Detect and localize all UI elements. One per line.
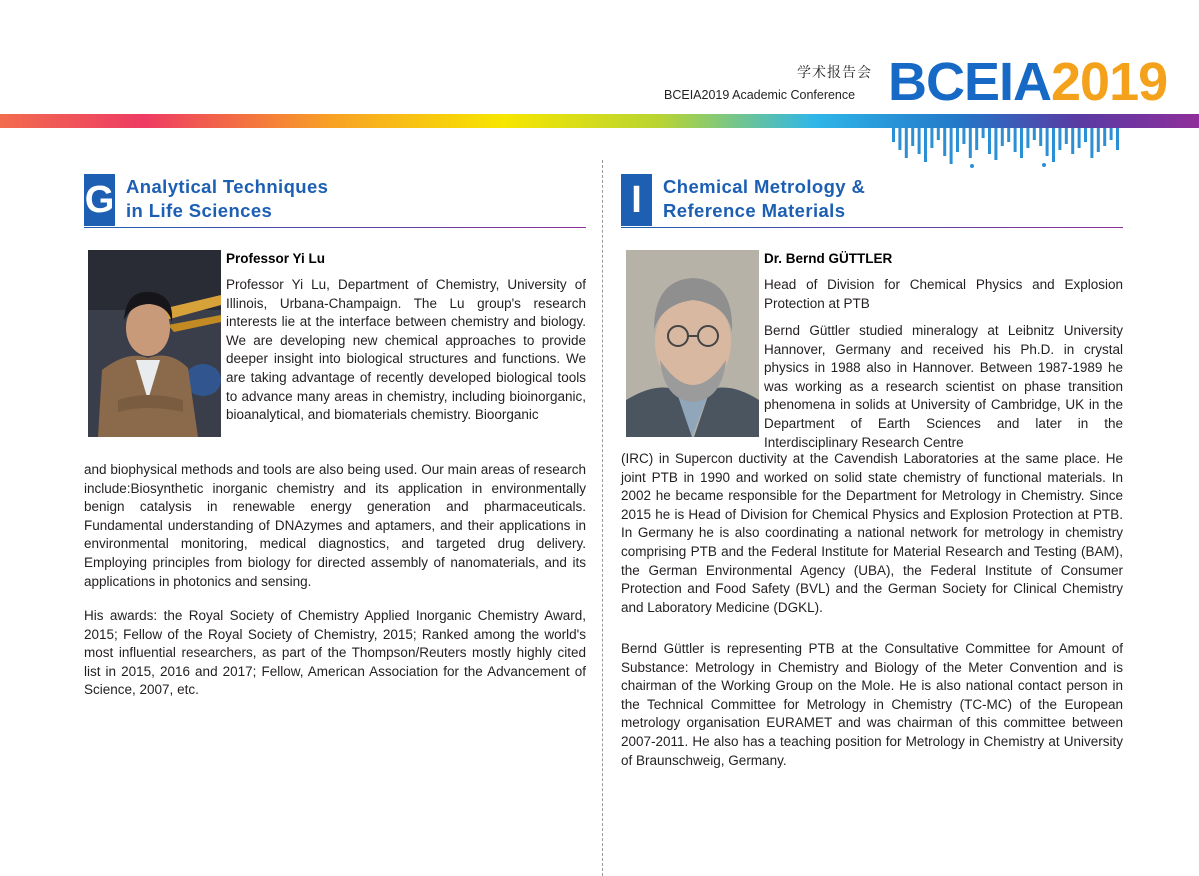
column-divider xyxy=(602,160,603,876)
rainbow-stripe xyxy=(0,114,1199,128)
wave-bar xyxy=(898,128,901,150)
wave-bar xyxy=(1097,128,1100,152)
wave-bar xyxy=(1116,128,1119,150)
speaker-role: Head of Division for Chemical Physics and Explosion Protection at PTB xyxy=(764,277,1123,311)
wave-bar xyxy=(994,128,997,160)
wave-bar xyxy=(962,128,965,144)
wave-bar xyxy=(1078,128,1081,148)
bceia-logo xyxy=(888,50,1167,114)
wave-bar xyxy=(1090,128,1093,158)
wave-bar xyxy=(1033,128,1036,140)
portrait-bernd-guettler xyxy=(626,250,759,437)
header-title-english: BCEIA2019 Academic Conference xyxy=(664,88,856,102)
section-letter-badge: I xyxy=(621,174,652,226)
wave-bar xyxy=(1052,128,1055,162)
section-underline xyxy=(621,227,1123,228)
wave-bar xyxy=(924,128,927,162)
wave-bar xyxy=(918,128,921,154)
portrait-yi-lu xyxy=(88,250,221,437)
section-header-metrology xyxy=(621,174,1123,228)
wave-bar xyxy=(937,128,940,140)
section-title-line1: Analytical Techniques xyxy=(126,176,329,197)
section-title xyxy=(663,175,865,223)
awards-paragraph: His awards: the Royal Society of Chemistry Applied Inorganic Chemistry Award, 2015; Fellow of the Royal Society of Chemistry, 2015; Ranked among the world's most influential researchers, as part of the Thompson/Reuters mostly highly cited list in 2015, 2016 and 2017; Fellow, American Association for the Advancement of Science, 2007, etc. xyxy=(84,608,586,698)
wave-bar xyxy=(905,128,908,158)
wave-bar xyxy=(1020,128,1023,158)
sound-wave-decoration xyxy=(890,128,1130,170)
speaker-name: Dr. Bernd GÜTTLER xyxy=(764,251,893,266)
bio-paragraph-wrap: Professor Yi Lu, Department of Chemistry, University of Illinois, Urbana-Champaign. The Lu group's research interests lie at the interface between chemistry and biology. We are developing new chemical approaches to provide deeper insight into biological structures and functions. We are taking advantage of recently developed biological tools to advance many areas in chemistry, including bioinorganic, bioanalytical, and biomaterials chemistry. Bioorganic xyxy=(226,277,586,423)
wave-bar xyxy=(1001,128,1004,146)
section-title-line2: Reference Materials xyxy=(663,200,846,221)
section-underline xyxy=(84,227,586,228)
wave-bar xyxy=(1014,128,1017,152)
wave-bar xyxy=(1046,128,1049,156)
bio-paragraph: and biophysical methods and tools are also being used. Our main areas of research include:Biosynthetic inorganic chemistry and its application in environmentally benign catalysis in renewable energy generation and pharmaceuticals. Fundamental understanding of DNAzymes and aptamers, and their applications in environmental monitoring, medical diagnostics, and targeted drug delivery. Employing principles from biology for directed assembly of nanomaterials, and its applications in photonics and sensing. xyxy=(84,462,586,589)
header-title-chinese: 学术报告会 xyxy=(797,64,872,80)
wave-bar xyxy=(950,128,953,164)
section-title xyxy=(126,175,328,223)
wave-bar xyxy=(1110,128,1113,140)
wave-bar xyxy=(1084,128,1087,142)
wave-bar xyxy=(911,128,914,146)
representation-paragraph: Bernd Güttler is representing PTB at the Consultative Committee for Amount of Substance: Metrology in Chemistry and Biology of the Meter Convention and is chairman of the Working Group on the Mole. He is also national contact person in the Technical Committee for Metrology in Chemistry (TC-MC) of the European metrology organisation EURAMET and was chairman of this committee between 2007-2011. He also has a teaching position for Metrology in Chemistry at University of Braunschweig, Germany. xyxy=(621,641,1123,768)
wave-bar xyxy=(1039,128,1042,146)
wave-bar xyxy=(956,128,959,152)
wave-bar xyxy=(975,128,978,150)
section-title-line1: Chemical Metrology & xyxy=(663,176,866,197)
wave-bar xyxy=(982,128,985,138)
wave-bar xyxy=(930,128,933,148)
wave-bar xyxy=(1007,128,1010,142)
wave-bar xyxy=(988,128,991,154)
bio-paragraph: (IRC) in Supercon ductivity at the Cavendish Laboratories at the same place. He joint PTB in 1990 and worked on solid state chemistry of functional materials. In 2002 he became responsible for the Department for Metrology in Chemistry. Since 2015 he is Head of Division for Chemical Physics and Explosion Protection at PTB. In Germany he is also coordinating a national network for metrology in chemistry comprising PTB and the Federal Institute for Material Research and Testing (BAM), the German Environmental Agency (UBA), the Federal Institute of Consumer Protection and Food Safety (BVL) and the German Society for Clinical Chemistry and Laboratory Medicine (DGKL). xyxy=(621,451,1123,615)
speaker-name: Professor Yi Lu xyxy=(226,251,326,266)
logo-year-text: 2019 xyxy=(1051,52,1168,112)
wave-bar xyxy=(892,128,895,142)
wave-bar xyxy=(969,128,972,158)
wave-bar xyxy=(1071,128,1074,154)
section-title-line2: in Life Sciences xyxy=(126,200,273,221)
wave-bar xyxy=(1026,128,1029,148)
logo-main-text: BCEIA xyxy=(888,52,1052,112)
wave-bar xyxy=(1103,128,1106,146)
wave-bar xyxy=(1058,128,1061,150)
wave-bar xyxy=(943,128,946,156)
section-header-analytical xyxy=(84,174,586,228)
bio-paragraph-wrap: Bernd Güttler studied mineralogy at Leibnitz University Hannover, Germany and received his Ph.D. in crystal physics in 1988 also in Hannover. Between 1987-1989 he was working as a research scientist on phase transition phenomena in solids at University of Cambridge, UK in the Department of Earth Sciences and later in the Interdisciplinary Research Centre xyxy=(764,323,1123,450)
wave-bar xyxy=(1065,128,1068,144)
section-letter-badge: G xyxy=(84,174,115,226)
page-header xyxy=(0,0,1199,170)
